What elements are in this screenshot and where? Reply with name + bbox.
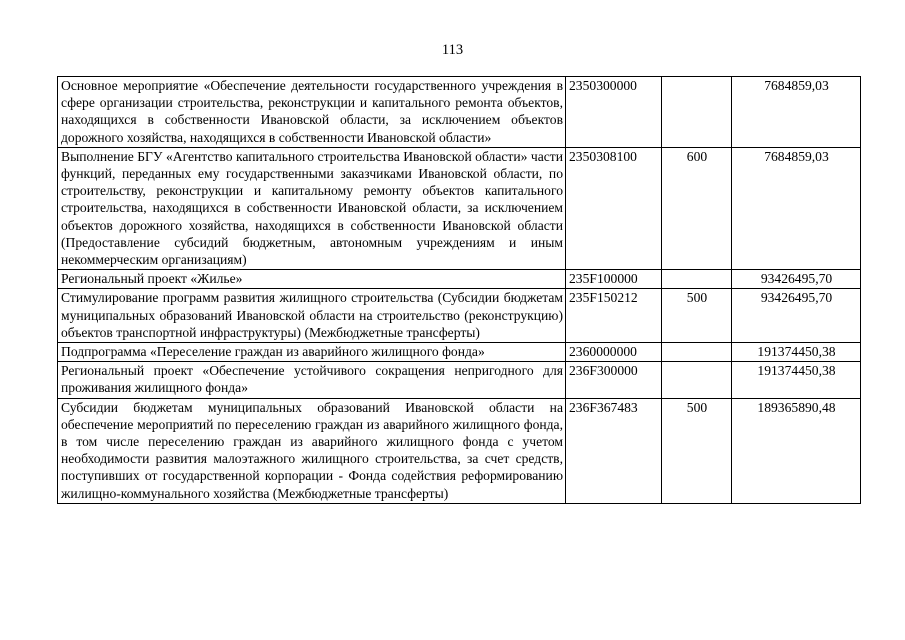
row-name-cell: Стимулирование программ развития жилищного строительства (Субсидии бюджетам муниципальных образований Ивановской области на строительство (реконструкцию) объектов транспортной инфраструктуры) (Межбюджетные трансферты) (58, 289, 566, 343)
row-code-cell: 236F367483 (566, 398, 662, 503)
budget-table (57, 76, 861, 504)
row-amount-cell: 93426495,70 (732, 270, 861, 289)
row-name-cell: Региональный проект «Обеспечение устойчивого сокращения непригодного для проживания жилищного фонда» (58, 362, 566, 398)
row-amount-cell: 93426495,70 (732, 289, 861, 343)
row-type-cell (662, 270, 732, 289)
row-amount-cell: 7684859,03 (732, 147, 861, 269)
row-amount-cell: 189365890,48 (732, 398, 861, 503)
row-code-cell: 235F100000 (566, 270, 662, 289)
row-code-cell: 235F150212 (566, 289, 662, 343)
row-type-cell: 500 (662, 289, 732, 343)
row-name-cell: Региональный проект «Жилье» (58, 270, 566, 289)
row-amount-cell: 191374450,38 (732, 362, 861, 398)
row-amount-cell: 191374450,38 (732, 343, 861, 362)
row-code-cell: 2360000000 (566, 343, 662, 362)
table-row (58, 270, 861, 289)
row-code-cell: 2350308100 (566, 147, 662, 269)
table-row (58, 147, 861, 269)
page-number: 113 (441, 42, 464, 58)
row-type-cell (662, 343, 732, 362)
table-row (58, 362, 861, 398)
row-name-cell: Подпрограмма «Переселение граждан из аварийного жилищного фонда» (58, 343, 566, 362)
row-type-cell (662, 77, 732, 148)
table-row (58, 289, 861, 343)
row-code-cell: 2350300000 (566, 77, 662, 148)
row-amount-cell: 7684859,03 (732, 77, 861, 148)
row-name-cell: Выполнение БГУ «Агентство капитального строительства Ивановской области» части функций, переданных ему государственными заказчиками Ивановской области, по строительству, реконструкции и капитальному ремонту объектов капитального строительства, находящихся в собственности Ивановской области, за исключением объектов дорожного хозяйства, находящихся в собственности Ивановской области (Предоставление субсидий бюджетным, автономным учреждениям и иным некоммерческим организациям) (58, 147, 566, 269)
row-name-cell: Основное мероприятие «Обеспечение деятельности государственного учреждения в сфере организации строительства, реконструкции и капитального ремонта объектов, находящихся в собственности Ивановской области, за исключением объектов дорожного хозяйства, находящихся в собственности Ивановской области» (58, 77, 566, 148)
row-name-cell: Субсидии бюджетам муниципальных образований Ивановской области на обеспечение мероприятий по переселению граждан из аварийного жилищного фонда, в том числе переселению граждан из аварийного жилищного фонда с учетом необходимости развития малоэтажного жилищного строительства, за счет средств, поступивших от государственной корпорации - Фонда содействия реформированию жилищно-коммунального хозяйства (Межбюджетные трансферты) (58, 398, 566, 503)
table-row (58, 77, 861, 148)
row-code-cell: 236F300000 (566, 362, 662, 398)
table-row (58, 343, 861, 362)
row-type-cell (662, 362, 732, 398)
row-type-cell: 500 (662, 398, 732, 503)
row-type-cell: 600 (662, 147, 732, 269)
table-row (58, 398, 861, 503)
